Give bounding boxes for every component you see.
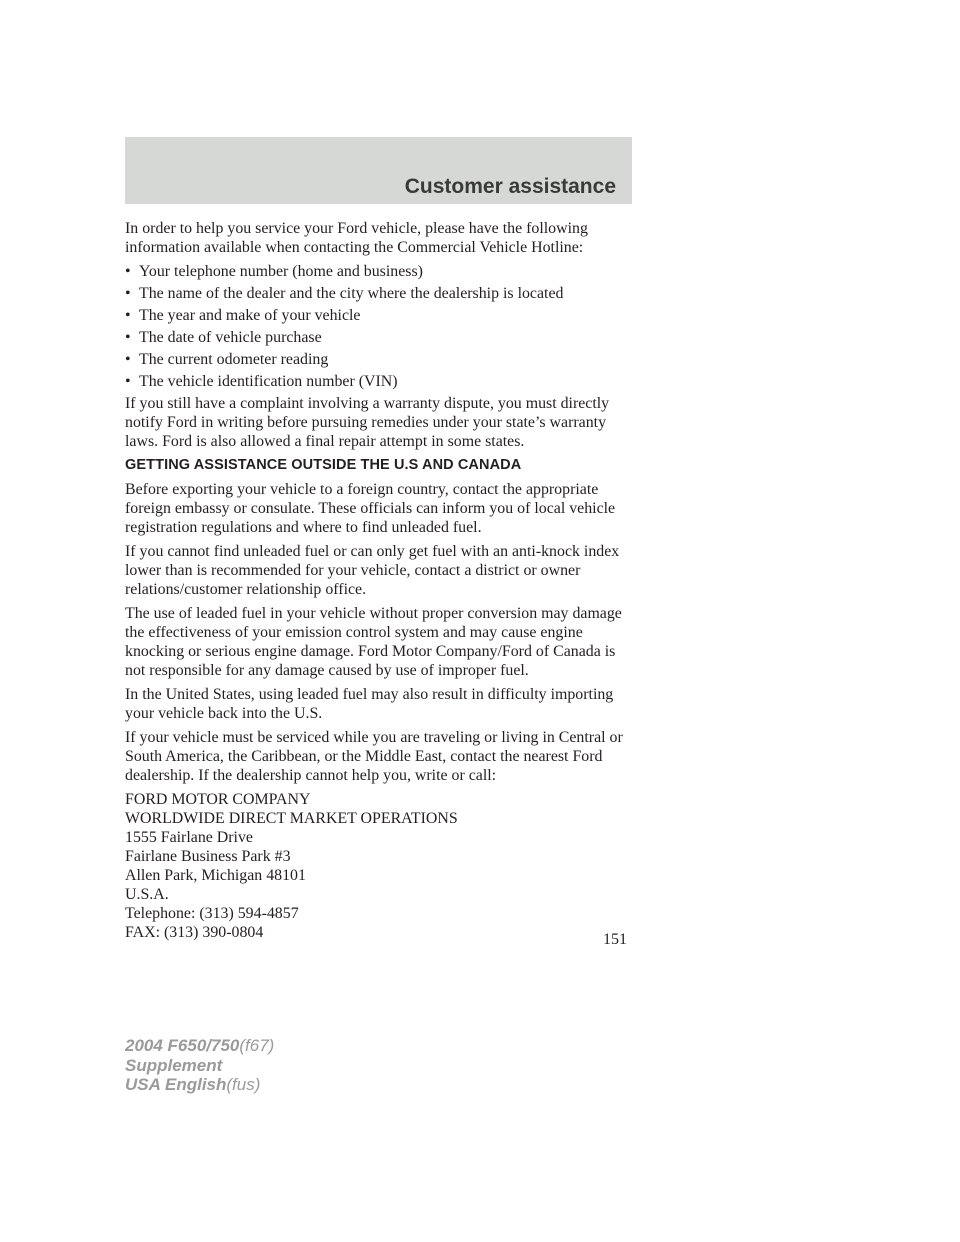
address-fax: FAX: (313) 390-0804 xyxy=(125,924,264,941)
bullet-icon: • xyxy=(125,285,131,302)
document-footer xyxy=(125,1036,274,1095)
page-number: 151 xyxy=(603,931,627,948)
footer-doc-type: Supplement xyxy=(125,1055,223,1075)
unleaded-fuel-paragraph: If you cannot find unleaded fuel or can only get fuel with an anti-knock index lower than is recommended for your vehicle, contact a district or owner relations/customer relationship office. xyxy=(125,543,620,598)
section-header-band xyxy=(125,137,632,204)
footer-model-line xyxy=(125,1036,274,1056)
list-item-text: The year and make of your vehicle xyxy=(139,307,361,324)
footer-language: USA English xyxy=(125,1075,227,1094)
list-item xyxy=(125,328,635,347)
list-item-text: The vehicle identification number (VIN) xyxy=(139,373,398,390)
leaded-fuel-paragraph: The use of leaded fuel in your vehicle without proper conversion may damage the effectiveness of your emission control system and may cause engine knocking or serious engine damage. Ford Motor Company/Ford of Canada is not responsible for any damage caused by use of improper fuel. xyxy=(125,605,622,679)
footer-language-code: (fus) xyxy=(226,1075,261,1094)
warranty-paragraph: If you still have a complaint involving a warranty dispute, you must directly notify Ford in writing before pursuing remedies under your state’s warranty laws. Ford is also allowed a final repair attempt in some states. xyxy=(125,395,610,450)
bullet-icon: • xyxy=(125,373,131,390)
list-item xyxy=(125,350,635,369)
export-paragraph: Before exporting your vehicle to a foreign country, contact the appropriate foreign embassy or consulate. These officials can inform you of local vehicle registration regulations and where to find unleaded fuel. xyxy=(125,481,616,536)
address-park: Fairlane Business Park #3 xyxy=(125,848,291,865)
list-item-text: The date of vehicle purchase xyxy=(139,329,322,346)
bullet-icon: • xyxy=(125,351,131,368)
list-item xyxy=(125,306,635,325)
address-city: Allen Park, Michigan 48101 xyxy=(125,867,306,884)
address-company: FORD MOTOR COMPANY xyxy=(125,791,311,808)
section-title: Customer assistance xyxy=(404,175,616,198)
list-item-text: The current odometer reading xyxy=(139,351,329,368)
import-paragraph: In the United States, using leaded fuel may also result in difficulty importing your vehicle back into the U.S. xyxy=(125,686,614,722)
address-country: U.S.A. xyxy=(125,886,169,903)
info-checklist xyxy=(125,262,635,391)
page-content xyxy=(125,219,635,942)
list-item-text: Your telephone number (home and business) xyxy=(139,263,423,280)
list-item xyxy=(125,262,635,281)
bullet-icon: • xyxy=(125,329,131,346)
contact-address xyxy=(125,790,635,942)
intro-paragraph: In order to help you service your Ford vehicle, please have the following information available when contacting the Commercial Vehicle Hotline: xyxy=(125,220,588,256)
address-division: WORLDWIDE DIRECT MARKET OPERATIONS xyxy=(125,810,458,827)
travel-service-paragraph: If your vehicle must be serviced while you are traveling or living in Central or South America, the Caribbean, or the Middle East, contact the nearest Ford dealership. If the dealership cannot help you, write or call: xyxy=(125,729,623,784)
footer-model-code: (f67) xyxy=(239,1036,275,1055)
footer-language-line xyxy=(125,1075,274,1095)
outside-us-heading: GETTING ASSISTANCE OUTSIDE THE U.S AND CANADA xyxy=(125,457,522,473)
list-item xyxy=(125,372,635,391)
bullet-icon: • xyxy=(125,307,131,324)
list-item xyxy=(125,284,635,303)
list-item-text: The name of the dealer and the city where the dealership is located xyxy=(139,285,564,302)
footer-model: 2004 F650/750 xyxy=(125,1036,240,1055)
address-street: 1555 Fairlane Drive xyxy=(125,829,253,846)
bullet-icon: • xyxy=(125,263,131,280)
address-telephone: Telephone: (313) 594-4857 xyxy=(125,905,299,922)
